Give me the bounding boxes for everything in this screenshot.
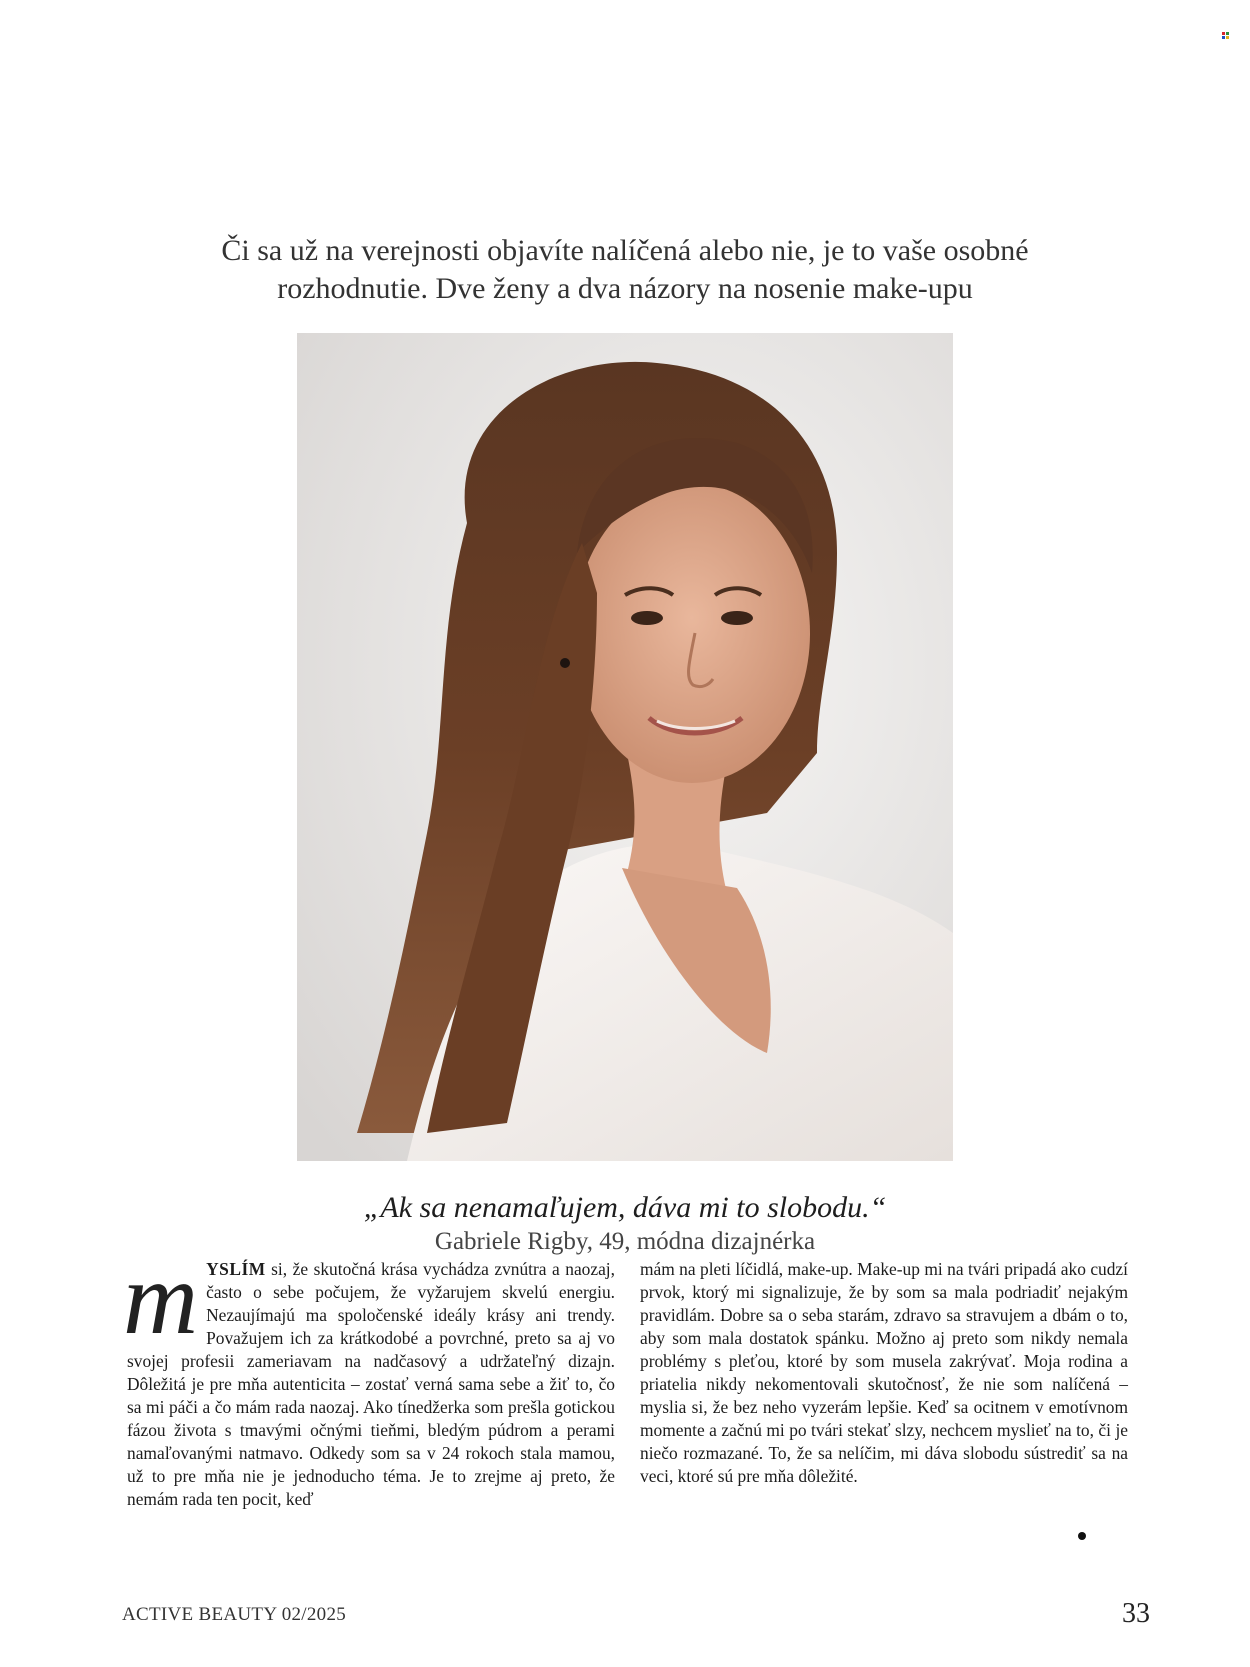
- magazine-footer: ACTIVE BEAUTY 02/2025: [122, 1604, 347, 1625]
- article-text-left: si, že skutočná krása vychádza zvnútra a naozaj, často o sebe počujem, že vyžarujem skvelú energiu. Nezaujímajú ma spoločenské ideály krásy ani trendy. Považujem ich za krátkodobé a povrchné, preto sa aj vo svojej profesii zameriavam na nadčasový a udržateľný dizajn. Dôležitá je pre mňa autenticita – zostať verná sama sebe a žiť to, čo sa mi páči a čo mám rada naozaj. Ako tínedžerka som prešla gotickou fázou života s tmavými očnými tieňmi, bledým púdrom a perami namaľovanými natmavo. Odkedy som sa v 24 rokoch stala mamou, už to pre mňa nie je jednoducho téma. Je to zrejme aj preto, že nemám rada ten pocit, keď: [127, 1259, 615, 1509]
- portrait-photo: [297, 333, 953, 1161]
- drop-cap: m: [123, 1241, 199, 1356]
- pull-quote: „Ak sa nenamaľujem, dáva mi to slobodu.“: [363, 1191, 887, 1224]
- article-column-left: [123, 1241, 615, 1511]
- corner-color-mark: [1222, 32, 1230, 40]
- article-column-right: [640, 1258, 1128, 1488]
- byline: Gabriele Rigby, 49, módna dizajnérka: [434, 1228, 816, 1255]
- intro-text: [150, 232, 1100, 308]
- intro-line-2: rozhodnutie. Dve ženy a dva názory na nosenie make-upu: [277, 272, 973, 305]
- intro-line-1: Či sa už na verejnosti objavíte nalíčená alebo nie, je to vaše osobné: [221, 234, 1029, 267]
- article-text-right: mám na pleti líčidlá, make-up. Make-up mi na tvári pripadá ako cudzí prvok, ktorý mi signalizuje, že by som sa mala podriadiť nejakým pravidlám. Dobre sa o seba starám, zdravo sa stravujem a dbám o to, aby som mala dostatok spánku. Možno aj preto som nikdy nemala problémy s pleťou, ktoré by som musela zakrývať. Moja rodina a priatelia nikdy nekomentovali skutočnosť, že nie som nalíčená – myslia si, že bez neho vyzerám lepšie. Keď sa ocitnem v emotívnom momente a začnú mi po tvári stekať slzy, nechcem myslieť na to, či je niečo rozmazané. To, že sa nelíčim, mi dáva slobodu sústrediť sa na veci, ktoré sú pre mňa dôležité.: [640, 1259, 1128, 1486]
- end-of-article-mark: [1078, 1532, 1086, 1540]
- lead-word: YSLÍM: [206, 1259, 266, 1279]
- portrait-illustration: [297, 333, 953, 1161]
- page-number: 33: [1122, 1598, 1150, 1629]
